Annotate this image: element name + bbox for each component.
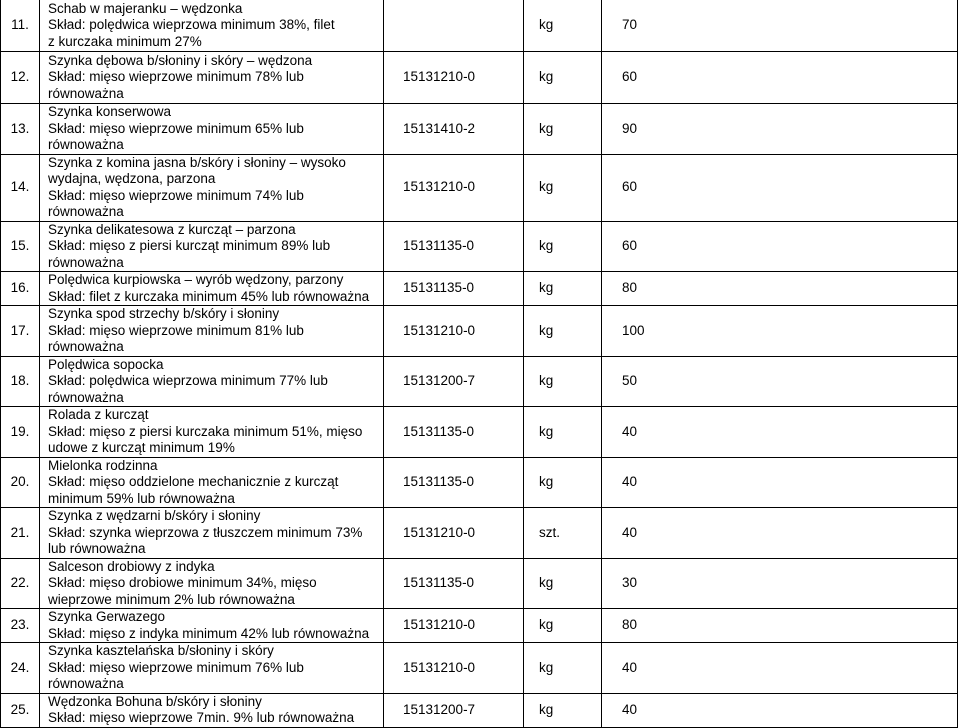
cpv-code: 15131210-0 bbox=[384, 306, 524, 357]
table-row bbox=[1, 508, 958, 559]
product-description bbox=[40, 693, 384, 727]
description-line: równoważna bbox=[48, 676, 124, 691]
description-line: Skład: mięso oddzielone mechanicznie z kurcząt bbox=[48, 474, 339, 489]
table-row bbox=[1, 221, 958, 272]
description-line: Szynka z komina jasna b/skóry i słoniny – wysoko bbox=[48, 154, 346, 170]
description-line: Skład: mięso wieprzowe 7min. 9% lub równoważna bbox=[48, 710, 355, 725]
table-row bbox=[1, 104, 958, 155]
row-number: 11. bbox=[1, 0, 40, 52]
unit-of-measure: kg bbox=[524, 407, 602, 458]
unit-of-measure: szt. bbox=[524, 508, 602, 559]
unit-of-measure: kg bbox=[524, 693, 602, 727]
row-number: 19. bbox=[1, 407, 40, 458]
description-line: Szynka delikatesowa z kurcząt – parzona bbox=[48, 221, 296, 237]
quantity: 40 bbox=[602, 407, 958, 458]
description-line: Szynka z wędzarni b/skóry i słoniny bbox=[48, 508, 261, 523]
row-number: 22. bbox=[1, 558, 40, 609]
quantity: 30 bbox=[602, 558, 958, 609]
cpv-code: 15131200-7 bbox=[384, 693, 524, 727]
description-line: Wędzonka Bohuna b/skóry i słoniny bbox=[48, 693, 262, 709]
cpv-code: 15131210-0 bbox=[384, 154, 524, 221]
row-number: 15. bbox=[1, 221, 40, 272]
cpv-code: 15131210-0 bbox=[384, 643, 524, 694]
quantity: 40 bbox=[602, 693, 958, 727]
description-line: lub równoważna bbox=[48, 541, 146, 556]
unit-of-measure: kg bbox=[524, 52, 602, 104]
product-description bbox=[40, 221, 384, 272]
row-number: 16. bbox=[1, 272, 40, 306]
description-line: Skład: mięso z piersi kurczaka minimum 51%, mięso bbox=[48, 423, 363, 439]
table-row bbox=[1, 0, 958, 52]
row-number: 21. bbox=[1, 508, 40, 559]
description-line: minimum 59% lub równoważna bbox=[48, 490, 235, 506]
description-line: Skład: polędwica wieprzowa minimum 77% lub bbox=[48, 373, 328, 388]
quantity: 40 bbox=[602, 457, 958, 508]
cpv-code: 15131135-0 bbox=[384, 221, 524, 272]
quantity: 40 bbox=[602, 508, 958, 559]
table-row bbox=[1, 643, 958, 694]
description-line: Skład: szynka wieprzowa z tłuszczem minimum 73% bbox=[48, 524, 363, 540]
product-description bbox=[40, 306, 384, 357]
description-line: Mielonka rodzinna bbox=[48, 457, 158, 473]
description-line: wieprzowe minimum 2% lub równoważna bbox=[48, 591, 295, 607]
table-row bbox=[1, 272, 958, 306]
quantity: 40 bbox=[602, 643, 958, 694]
table-row bbox=[1, 693, 958, 727]
description-line: Rolada z kurcząt bbox=[48, 407, 149, 422]
description-line: Szynka kasztelańska b/słoniny i skóry bbox=[48, 643, 274, 658]
table-row bbox=[1, 558, 958, 609]
unit-of-measure: kg bbox=[524, 558, 602, 609]
unit-of-measure: kg bbox=[524, 306, 602, 357]
unit-of-measure: kg bbox=[524, 104, 602, 155]
description-line: Skład: mięso z piersi kurcząt minimum 89% lub bbox=[48, 238, 331, 253]
unit-of-measure: kg bbox=[524, 221, 602, 272]
cpv-code: 15131210-0 bbox=[384, 508, 524, 559]
description-line: Szynka Gerwazego bbox=[48, 609, 166, 624]
description-line: Szynka spod strzechy b/skóry i słoniny bbox=[48, 306, 280, 321]
row-number: 23. bbox=[1, 609, 40, 643]
description-line: Polędwica sopocka bbox=[48, 356, 164, 372]
product-description bbox=[40, 508, 384, 559]
cpv-code bbox=[384, 0, 524, 52]
description-line: wydajna, wędzona, parzona bbox=[48, 171, 216, 186]
description-line: udowe z kurcząt minimum 19% bbox=[48, 440, 235, 455]
row-number: 20. bbox=[1, 457, 40, 508]
row-number: 14. bbox=[1, 154, 40, 221]
description-line: Skład: mięso wieprzowe minimum 81% lub bbox=[48, 322, 304, 338]
quantity: 60 bbox=[602, 221, 958, 272]
unit-of-measure: kg bbox=[524, 356, 602, 407]
description-line: równoważna bbox=[48, 85, 124, 101]
row-number: 13. bbox=[1, 104, 40, 155]
cpv-code: 15131135-0 bbox=[384, 558, 524, 609]
table-row bbox=[1, 154, 958, 221]
product-description bbox=[40, 154, 384, 221]
quantity: 80 bbox=[602, 272, 958, 306]
quantity: 90 bbox=[602, 104, 958, 155]
unit-of-measure: kg bbox=[524, 154, 602, 221]
description-line: Skład: mięso wieprzowe minimum 76% lub bbox=[48, 659, 304, 675]
cpv-code: 15131135-0 bbox=[384, 407, 524, 458]
row-number: 24. bbox=[1, 643, 40, 694]
product-description bbox=[40, 52, 384, 104]
unit-of-measure: kg bbox=[524, 643, 602, 694]
row-number: 18. bbox=[1, 356, 40, 407]
row-number: 12. bbox=[1, 52, 40, 104]
description-line: Schab w majeranku – wędzonka bbox=[48, 0, 243, 16]
description-line: Skład: mięso z indyka minimum 42% lub równoważna bbox=[48, 625, 370, 641]
product-description bbox=[40, 643, 384, 694]
quantity: 100 bbox=[602, 306, 958, 357]
row-number: 25. bbox=[1, 693, 40, 727]
description-line: z kurczaka minimum 27% bbox=[48, 33, 202, 49]
description-line: Skład: mięso drobiowe minimum 34%, mięso bbox=[48, 575, 317, 590]
cpv-code: 15131135-0 bbox=[384, 272, 524, 306]
description-line: równoważna bbox=[48, 339, 124, 354]
description-line: Skład: mięso wieprzowe minimum 65% lub bbox=[48, 120, 304, 136]
quantity: 50 bbox=[602, 356, 958, 407]
product-description bbox=[40, 609, 384, 643]
table-row bbox=[1, 457, 958, 508]
unit-of-measure: kg bbox=[524, 609, 602, 643]
unit-of-measure: kg bbox=[524, 457, 602, 508]
description-line: Szynka dębowa b/słoniny i skóry – wędzona bbox=[48, 52, 313, 68]
product-description bbox=[40, 104, 384, 155]
unit-of-measure: kg bbox=[524, 0, 602, 52]
cpv-code: 15131410-2 bbox=[384, 104, 524, 155]
description-line: Salceson drobiowy z indyka bbox=[48, 558, 215, 574]
description-line: Skład: mięso wieprzowe minimum 78% lub bbox=[48, 69, 304, 85]
products-table-body bbox=[1, 0, 958, 727]
table-row bbox=[1, 356, 958, 407]
description-line: równoważna bbox=[48, 389, 124, 405]
quantity: 70 bbox=[602, 0, 958, 52]
quantity: 80 bbox=[602, 609, 958, 643]
product-description bbox=[40, 457, 384, 508]
table-row bbox=[1, 52, 958, 104]
product-description bbox=[40, 356, 384, 407]
description-line: Skład: mięso wieprzowe minimum 74% lub bbox=[48, 187, 304, 203]
product-description bbox=[40, 272, 384, 306]
description-line: równoważna bbox=[48, 254, 124, 270]
row-number: 17. bbox=[1, 306, 40, 357]
product-description bbox=[40, 0, 384, 52]
description-line: Skład: filet z kurczaka minimum 45% lub równoważna bbox=[48, 288, 370, 304]
cpv-code: 15131210-0 bbox=[384, 609, 524, 643]
unit-of-measure: kg bbox=[524, 272, 602, 306]
quantity: 60 bbox=[602, 52, 958, 104]
table-row bbox=[1, 407, 958, 458]
product-description bbox=[40, 407, 384, 458]
table-row bbox=[1, 609, 958, 643]
quantity: 60 bbox=[602, 154, 958, 221]
cpv-code: 15131200-7 bbox=[384, 356, 524, 407]
description-line: równoważna bbox=[48, 204, 124, 219]
table-row bbox=[1, 306, 958, 357]
description-line: równoważna bbox=[48, 137, 124, 152]
description-line: Szynka konserwowa bbox=[48, 104, 172, 119]
cpv-code: 15131210-0 bbox=[384, 52, 524, 104]
product-description bbox=[40, 558, 384, 609]
description-line: Skład: polędwica wieprzowa minimum 38%, filet bbox=[48, 17, 335, 33]
cpv-code: 15131135-0 bbox=[384, 457, 524, 508]
description-line: Polędwica kurpiowska – wyrób wędzony, parzony bbox=[48, 272, 344, 287]
